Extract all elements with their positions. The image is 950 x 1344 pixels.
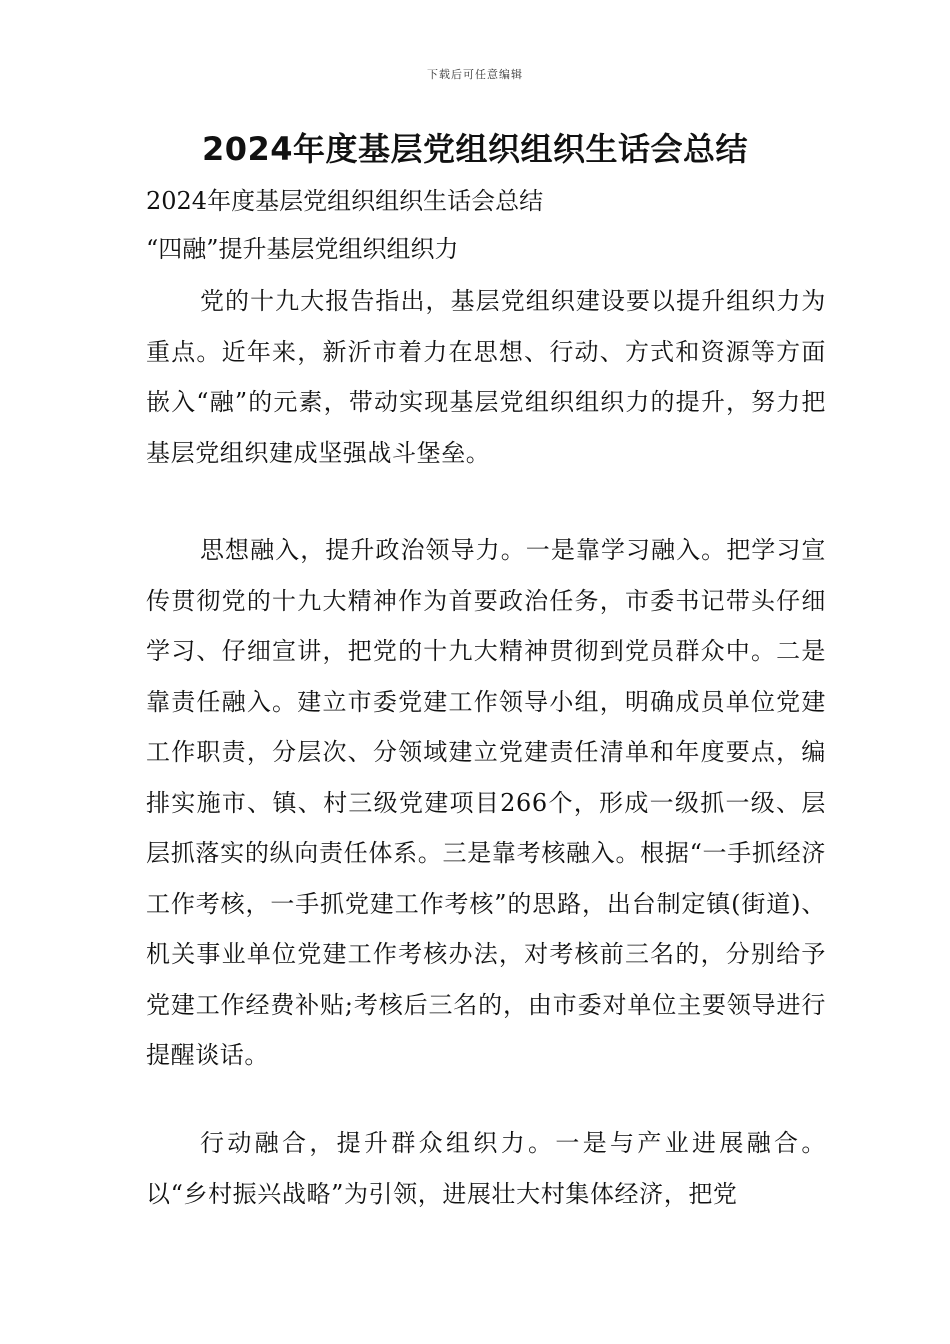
header-note: 下载后可任意编辑 xyxy=(427,68,523,81)
paragraph-thought xyxy=(146,525,826,1081)
section-heading: “四融”提升基层党组织组织力 xyxy=(146,235,459,263)
paragraph-text: 思想融入，提升政治领导力。一是靠学习融入。把学习宣传贯彻党的十九大精神作为首要政治任务，市委书记带头仔细学习、仔细宣讲，把党的十九大精神贯彻到党员群众中。二是靠责任融入。建立市委党建工作领导小组，明确成员单位党建工作职责，分层次、分领域建立党建责任清单和年度要点，编排实施市、镇、村三级党建项目266个，形成一级抓一级、层层抓落实的纵向责任体系。三是靠考核融入。根据“一手抓经济工作考核，一手抓党建工作考核”的思路，出台制定镇(街道)、机关事业单位党建工作考核办法，对考核前三名的，分别给予党建工作经费补贴;考核后三名的，由市委对单位主要领导进行提醒谈话。 xyxy=(146,536,826,1069)
document-title: 2024年度基层党组织组织生话会总结 xyxy=(201,130,749,168)
paragraph-text: 行动融合，提升群众组织力。一是与产业进展融合。以“乡村振兴战略”为引领，进展壮大村集体经济，把党 xyxy=(146,1129,826,1208)
paragraph-text: 党的十九大报告指出，基层党组织建设要以提升组织力为重点。近年来，新沂市着力在思想、行动、方式和资源等方面嵌入“融”的元素，带动实现基层党组织组织力的提升，努力把基层党组织建成坚强战斗堡垒。 xyxy=(146,287,826,467)
paragraph-intro xyxy=(146,276,826,478)
document-subtitle: 2024年度基层党组织组织生话会总结 xyxy=(146,187,544,215)
paragraph-action xyxy=(146,1118,826,1219)
